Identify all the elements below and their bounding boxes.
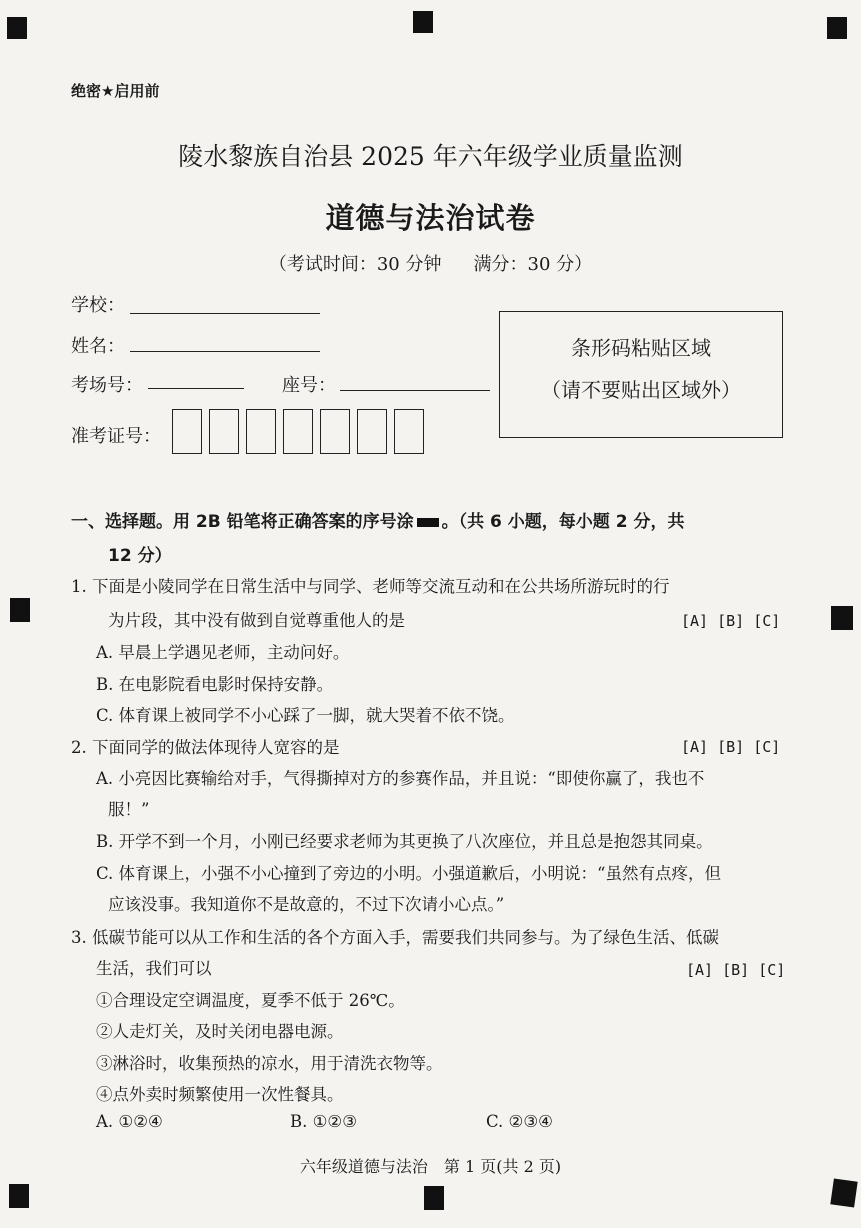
- q2-option-a-line1: A. 小亮因比赛输给对手，气得撕掉对方的参赛作品，并且说：“即使你赢了，我也不: [96, 769, 705, 788]
- exam-info: [0, 250, 861, 276]
- q1-stem-line2: 为片段，其中没有做到自觉尊重他人的是: [108, 611, 405, 630]
- exam-room-field[interactable]: [148, 388, 244, 389]
- school-field[interactable]: [130, 313, 320, 314]
- q3-statement-3: ③淋浴时，收集预热的凉水，用于清洗衣物等。: [96, 1054, 443, 1073]
- exam-id-digit-box[interactable]: [320, 409, 350, 454]
- q1-stem-line1: 1. 下面是小陵同学在日常生活中与同学、老师等交流互动和在公共场所游玩时的行: [71, 577, 670, 596]
- q2-stem: 2. 下面同学的做法体现待人宽容的是: [71, 738, 340, 757]
- name-field[interactable]: [130, 351, 320, 352]
- barcode-title: 条形码粘贴区域: [571, 336, 711, 360]
- section-heading-part-b: 。（共 6 小题，每小题 2 分，共: [441, 512, 685, 532]
- exam-id-digit-box[interactable]: [209, 409, 239, 454]
- registration-mark-bottom-right: [830, 1178, 857, 1207]
- q3-answer-options[interactable]: [A] [B] [C]: [686, 961, 786, 979]
- filled-mark-icon: [417, 518, 439, 527]
- barcode-note: （请不要贴出区域外）: [541, 378, 741, 402]
- q3-statement-2: ②人走灯关，及时关闭电器电源。: [96, 1022, 344, 1041]
- registration-mark-bottom-center: [424, 1186, 444, 1210]
- q3-statement-1: ①合理设定空调温度，夏季不低于 26℃。: [96, 991, 405, 1010]
- q3-stem-line1: 3. 低碳节能可以从工作和生活的各个方面入手，需要我们共同参与。为了绿色生活、低碳: [71, 928, 719, 947]
- page-footer: 六年级道德与法治 第 1 页(共 2 页): [299, 1157, 562, 1176]
- section-heading-cont: 12 分）: [108, 546, 172, 566]
- section-heading: [71, 507, 684, 532]
- q2-option-b: B. 开学不到一个月，小刚已经要求老师为其更换了八次座位，并且总是抱怨其同桌。: [96, 832, 713, 851]
- q2-option-a-line2: 服！”: [108, 800, 150, 819]
- barcode-area: [499, 311, 783, 438]
- q3-option-c: C. ②③④: [486, 1112, 553, 1131]
- name-label: 姓名：: [71, 336, 125, 357]
- exam-title: 陵水黎族自治县 2025 年六年级学业质量监测: [178, 142, 683, 171]
- confidential-label: 绝密★启用前: [71, 82, 160, 100]
- time-label: （考试时间：30 分钟: [268, 254, 442, 275]
- q1-option-b: B. 在电影院看电影时保持安静。: [96, 675, 334, 694]
- q3-stem-line2: 生活，我们可以: [96, 959, 212, 978]
- exam-id-label: 准考证号：: [71, 426, 161, 447]
- score-label: 满分：30 分）: [473, 254, 593, 275]
- q3-option-a: A. ①②④: [96, 1112, 163, 1131]
- q1-option-a: A. 早晨上学遇见老师，主动问好。: [96, 643, 350, 662]
- exam-id-digit-box[interactable]: [394, 409, 424, 454]
- registration-mark-middle-right: [831, 606, 853, 630]
- registration-mark-top-center: [413, 11, 433, 33]
- q3-statement-4: ④点外卖时频繁使用一次性餐具。: [96, 1085, 344, 1104]
- registration-mark-top-right: [827, 17, 847, 39]
- exam-id-digit-box[interactable]: [172, 409, 202, 454]
- school-label: 学校：: [71, 295, 125, 316]
- exam-id-digit-box[interactable]: [357, 409, 387, 454]
- subject-title: 道德与法治试卷: [325, 201, 536, 235]
- q3-option-b: B. ①②③: [290, 1112, 357, 1131]
- registration-mark-bottom-left: [9, 1184, 29, 1208]
- section-heading-part-a: 一、选择题。用 2B 铅笔将正确答案的序号涂: [71, 512, 414, 532]
- seat-field[interactable]: [340, 390, 490, 391]
- registration-mark-top-left: [7, 17, 27, 39]
- q1-answer-options[interactable]: [A] [B] [C]: [681, 612, 781, 630]
- exam-id-boxes: [172, 409, 424, 454]
- q2-answer-options[interactable]: [A] [B] [C]: [681, 738, 781, 756]
- exam-room-label: 考场号：: [71, 375, 143, 396]
- q1-option-c: C. 体育课上被同学不小心踩了一脚，就大哭着不依不饶。: [96, 706, 515, 725]
- q2-option-c-line2: 应该没事。我知道你不是故意的，不过下次请小心点。”: [108, 895, 505, 914]
- exam-id-digit-box[interactable]: [246, 409, 276, 454]
- seat-label: 座号：: [282, 375, 336, 396]
- exam-id-digit-box[interactable]: [283, 409, 313, 454]
- registration-mark-middle-left: [10, 598, 30, 622]
- q2-option-c-line1: C. 体育课上，小强不小心撞到了旁边的小明。小强道歉后，小明说：“虽然有点疼，但: [96, 864, 721, 883]
